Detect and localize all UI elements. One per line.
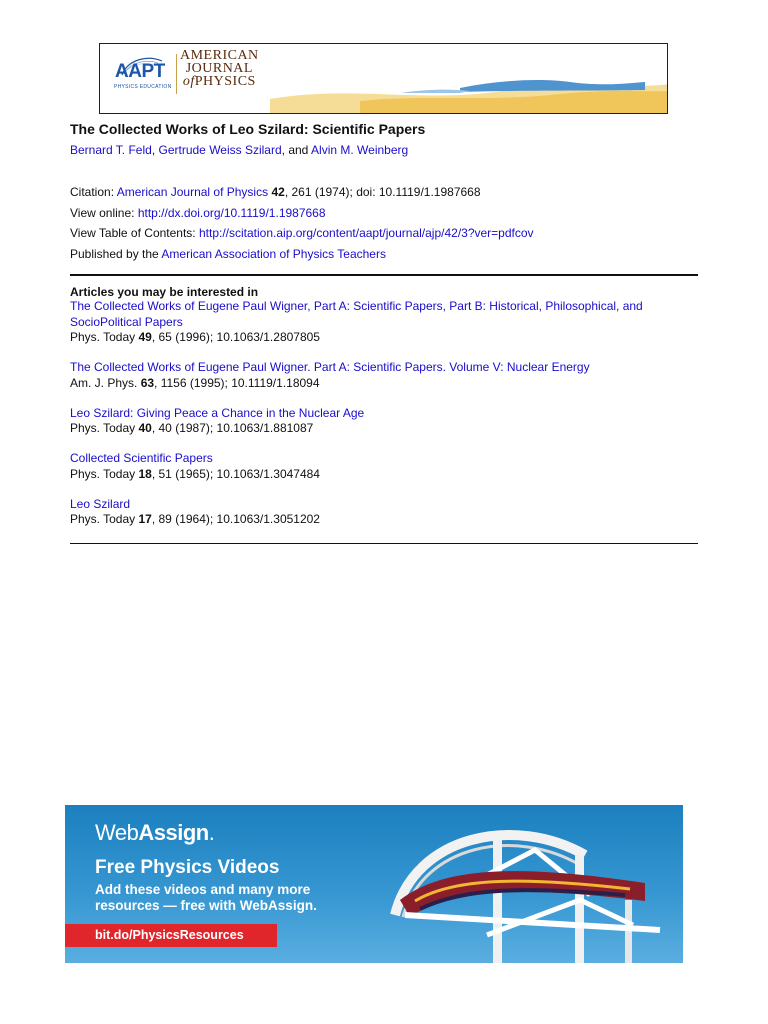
published-label: Published by the [70, 246, 162, 261]
journal-of: of [182, 74, 195, 89]
ref-journal: Phys. Today [70, 330, 139, 344]
related-article-reference [70, 376, 698, 392]
author-list [70, 143, 408, 157]
brand-mark: . [208, 820, 215, 845]
view-online-line [70, 203, 534, 224]
related-article-link[interactable]: Leo Szilard: Giving Peace a Chance in the Nuclear Age [70, 405, 365, 420]
aapt-subtitle: PHYSICS EDUCATION [114, 84, 172, 90]
citation-label: Citation: [70, 185, 117, 199]
view-online-link[interactable]: http://dx.doi.org/10.1119/1.1987668 [137, 205, 326, 220]
related-article [70, 497, 698, 528]
related-article [70, 406, 698, 437]
journal-line-3 [180, 75, 259, 88]
related-article-reference [70, 330, 698, 346]
ref-volume: 63 [140, 375, 155, 390]
citation-volume: 42 [271, 185, 285, 199]
ref-details: , 89 (1964); 10.1063/1.3051202 [151, 512, 320, 526]
related-article [70, 299, 698, 346]
ref-volume: 40 [138, 421, 152, 435]
related-article-link[interactable]: The Collected Works of Eugene Paul Wigner. Part A: Scientific Papers. Volume V: Nuclear Energy [70, 360, 590, 374]
ref-volume: 17 [138, 512, 152, 526]
related-articles-heading: Articles you may be interested in [70, 285, 259, 299]
citation-journal-link[interactable]: American Journal of Physics [116, 185, 269, 199]
ref-journal: Phys. Today [70, 466, 139, 481]
article-title: The Collected Works of Leo Szilard: Scientific Papers [70, 121, 426, 137]
ref-journal: Am. J. Phys. [70, 375, 141, 390]
journal-line-2: JOURNAL [185, 61, 253, 76]
section-divider-top [70, 274, 698, 276]
citation-line [70, 182, 534, 203]
ad-headline: Free Physics Videos [95, 857, 280, 878]
related-article-link[interactable]: The Collected Works of Eugene Paul Wigner, Part A: Scientific Papers, Part B: Historical, Philosophical, and SocioPolitical Papers [70, 299, 643, 329]
related-article-reference [70, 467, 698, 483]
ref-volume: 18 [138, 466, 152, 481]
related-article-link[interactable]: Collected Scientific Papers [70, 451, 213, 465]
related-article-reference [70, 421, 698, 437]
toc-line [70, 223, 534, 244]
webassign-advertisement[interactable] [65, 805, 683, 963]
publisher-link[interactable]: American Association of Physics Teachers [161, 246, 386, 261]
ref-details: , 40 (1987); 10.1063/1.881087 [151, 421, 314, 435]
roller-coaster-image [375, 805, 683, 963]
related-article-reference [70, 512, 698, 528]
toc-label: View Table of Contents: [70, 226, 199, 240]
webassign-logo [95, 820, 214, 846]
section-divider-bottom [70, 543, 698, 544]
journal-wordmark [180, 49, 259, 88]
ref-journal: Phys. Today [70, 512, 139, 526]
citation-block [70, 182, 534, 264]
related-article-link[interactable]: Leo Szilard [70, 496, 131, 511]
author-link-3[interactable]: Alvin M. Weinberg [311, 143, 409, 157]
author-link-1[interactable]: Bernard T. Feld [70, 143, 152, 157]
journal-line-1: AMERICAN [180, 48, 259, 63]
author-link-2[interactable]: Gertrude Weiss Szilard [158, 143, 282, 157]
ad-cta-link[interactable]: bit.do/PhysicsResources [65, 924, 277, 947]
author-separator: , and [281, 143, 312, 157]
ref-volume: 49 [138, 330, 152, 344]
ref-details: , 51 (1965); 10.1063/1.3047484 [151, 466, 320, 481]
ref-details: , 1156 (1995); 10.1119/1.18094 [154, 375, 320, 390]
view-online-label: View online: [70, 205, 138, 220]
ref-journal: Phys. Today [70, 421, 139, 435]
brand-bold: Assign [138, 820, 209, 845]
aapt-wordmark: AAPT [115, 61, 165, 82]
related-articles-list [70, 299, 698, 542]
banner-divider [176, 54, 177, 94]
citation-details: , 261 (1974); doi: 10.1119/1.1987668 [284, 185, 481, 199]
journal-banner [99, 43, 668, 114]
brand-light: Web [95, 820, 139, 845]
ad-body-line-1: Add these videos and many more [95, 882, 311, 897]
toc-link[interactable]: http://scitation.aip.org/content/aapt/journal/ajp/42/3?ver=pdfcov [198, 226, 534, 240]
author-separator: , [151, 143, 159, 157]
ref-details: , 65 (1996); 10.1063/1.2807805 [151, 330, 320, 344]
published-line [70, 244, 534, 265]
related-article [70, 360, 698, 391]
related-article [70, 451, 698, 482]
ad-body [95, 882, 317, 914]
ad-body-line-2: resources — free with WebAssign. [95, 898, 317, 913]
journal-physics: PHYSICS [194, 74, 256, 89]
